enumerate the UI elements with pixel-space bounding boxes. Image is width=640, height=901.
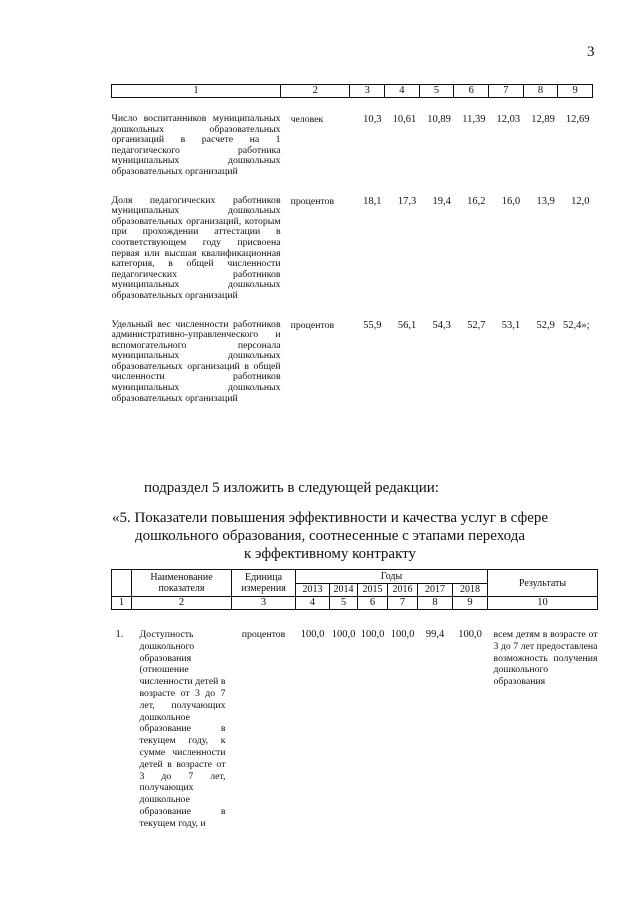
header-year: 2013 (296, 583, 330, 597)
header-years: Годы (296, 570, 488, 584)
heading-line: к эффективному контракту (243, 546, 417, 562)
value-cell: 99,4 (425, 629, 445, 640)
header-year: 2014 (330, 583, 358, 597)
table1-col-1: 1 (112, 85, 281, 98)
value-cell: 100,0 (390, 629, 415, 640)
value-cell: 100,0 (300, 629, 325, 640)
table2-col-5: 5 (330, 597, 358, 610)
page-number: 3 (587, 44, 595, 60)
table2-header-row (112, 570, 598, 584)
header-unit: Единица измерения (232, 570, 296, 597)
value-cell: 53,1 (501, 319, 521, 331)
table2-col-7: 7 (388, 597, 418, 610)
value-cell: 11,39 (462, 114, 486, 125)
header-results: Результаты (488, 570, 598, 597)
table2-col-6: 6 (358, 597, 388, 610)
header-year: 2016 (388, 583, 418, 597)
value-cell: 19,4 (432, 195, 451, 207)
table-row (112, 610, 598, 830)
header-name: Наименование показателя (132, 570, 232, 597)
value-cell: 16,2 (467, 195, 486, 207)
value-cell: 12,03 (496, 114, 521, 125)
table1-col-8: 8 (523, 85, 558, 98)
result-text: всем детям в возрасте от 3 до 7 лет предоставлена возможность получения дошкольного образования (493, 629, 598, 688)
indicator-name: Доля педагогических работников муниципальных дошкольных образовательных организаций, которым при прохождении аттестации в соответствующем году присвоена первая или высшая квалификационная категория, в общей численности педагогических работников муниципальных дошкольных образовательных организаций (111, 194, 281, 301)
value-cell: 12,69 (565, 114, 590, 125)
value-cell: 100,0 (360, 629, 385, 640)
value-cell: 52,9 (536, 319, 555, 331)
table1-col-2: 2 (281, 85, 350, 98)
value-cell: 100,0 (331, 629, 356, 640)
value-cell: 13,9 (536, 195, 555, 207)
value-cell: 10,3 (363, 114, 382, 125)
table2-col-4: 4 (296, 597, 330, 610)
table2-col-8: 8 (418, 597, 453, 610)
value-cell: 56,1 (397, 319, 417, 331)
indicator-name: Удельный вес численности работников административно-управленческого и вспомогательного персонала муниципальных дошкольных образовательных организаций в общей численности работников муниципальных дошкольных образовательных организаций (111, 318, 281, 404)
table2-col-3: 3 (232, 597, 296, 610)
indicator-name: Доступность дошкольного образования (отношение численности детей в возрасте от 3 до 7 лет, получающих дошкольное образование в текущем году, к сумме численности детей в возрасте от 3 до 7 лет, получающих дошкольное образование в текущем году, и (139, 629, 226, 829)
indicators-table-continued (111, 84, 593, 422)
table2-col-1: 1 (112, 597, 132, 610)
table1-col-5: 5 (419, 85, 454, 98)
heading-line: «5. Показатели повышения эффективности и качества услуг в сфере (111, 510, 549, 526)
row-number: 1. (115, 629, 124, 640)
value-cell: 100,0 (458, 629, 482, 640)
indicator-name: Число воспитанников муниципальных дошкольных образовательных организаций в расчете на 1 педагогического работника муниципальных дошкольных образовательных организаций (111, 113, 281, 177)
table1-col-9: 9 (558, 85, 593, 98)
table2-col-2: 2 (132, 597, 232, 610)
table1-col-3: 3 (350, 85, 385, 98)
indicator-unit: процентов (290, 319, 335, 331)
value-cell: 12,89 (531, 114, 555, 125)
value-cell: 52,4»; (562, 319, 590, 331)
table-row (112, 196, 593, 320)
table2-col-10: 10 (488, 597, 598, 610)
table-row (112, 320, 593, 423)
table1-column-numbers (112, 85, 593, 98)
indicator-unit: процентов (290, 195, 335, 207)
value-cell: 10,89 (427, 114, 451, 125)
header-year: 2018 (453, 583, 488, 597)
header-year: 2017 (418, 583, 453, 597)
table1-col-4: 4 (385, 85, 420, 98)
table1-col-7: 7 (489, 85, 524, 98)
heading-line: дошкольного образования, соотнесенные с этапами перехода (134, 528, 526, 544)
value-cell: 52,7 (467, 319, 486, 331)
indicator-unit: человек (290, 114, 324, 125)
value-cell: 54,3 (432, 319, 451, 331)
value-cell: 55,9 (363, 319, 382, 331)
indicator-unit: процентов (241, 629, 286, 640)
table2-column-numbers (112, 597, 598, 610)
value-cell: 10,61 (392, 114, 417, 125)
instruction-paragraph: подраздел 5 изложить в следующей редакции: (144, 480, 439, 496)
table-row (112, 114, 593, 196)
section-heading (100, 509, 560, 563)
value-cell: 18,1 (363, 195, 382, 207)
header-number (112, 570, 132, 597)
value-cell: 17,3 (397, 195, 417, 207)
value-cell: 12,0 (571, 195, 590, 207)
efficiency-indicators-table (111, 569, 598, 830)
header-year: 2015 (358, 583, 388, 597)
table2-col-9: 9 (453, 597, 488, 610)
value-cell: 16,0 (501, 195, 521, 207)
table1-col-6: 6 (454, 85, 489, 98)
